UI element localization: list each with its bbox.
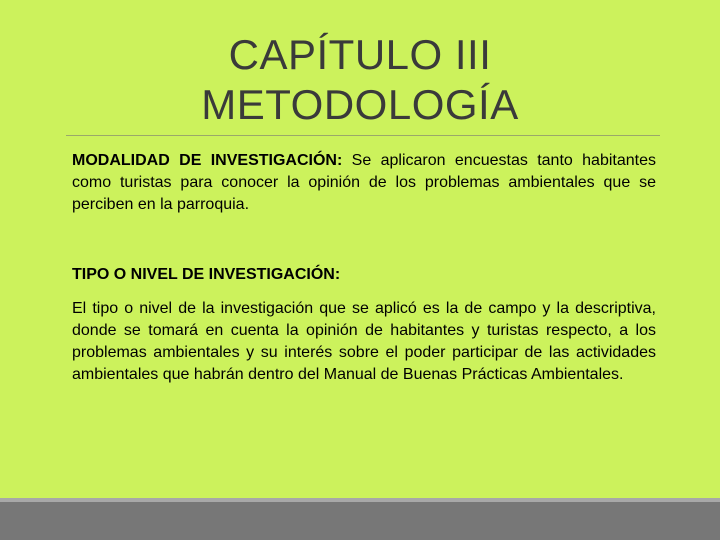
title-line-methodology: METODOLOGÍA <box>201 81 519 128</box>
bottom-bar <box>0 498 720 540</box>
slide-title <box>0 30 720 130</box>
modality-label: MODALIDAD DE INVESTIGACIÓN: <box>72 152 343 169</box>
type-level-paragraph: El tipo o nivel de la investigación que se aplicó es la de campo y la descriptiva, donde se tomará en cuenta la opinión de habitantes y turistas respecto, a los problemas ambientales y su interés sobre el poder participar de las actividades ambientales que habrán dentro del Manual de Buenas Prácticas Ambientales. <box>72 300 656 383</box>
title-line-chapter: CAPÍTULO III <box>228 31 492 78</box>
modality-paragraph <box>72 150 656 216</box>
type-level-heading: TIPO O NIVEL DE INVESTIGACIÓN: <box>72 266 341 283</box>
bottom-bar-highlight <box>0 498 720 502</box>
title-divider <box>66 135 660 136</box>
modality-text: Se aplicaron encuestas tanto habitantes como turistas para conocer la opinión de los problemas ambientales que se perciben en la parroquia. <box>72 152 656 213</box>
